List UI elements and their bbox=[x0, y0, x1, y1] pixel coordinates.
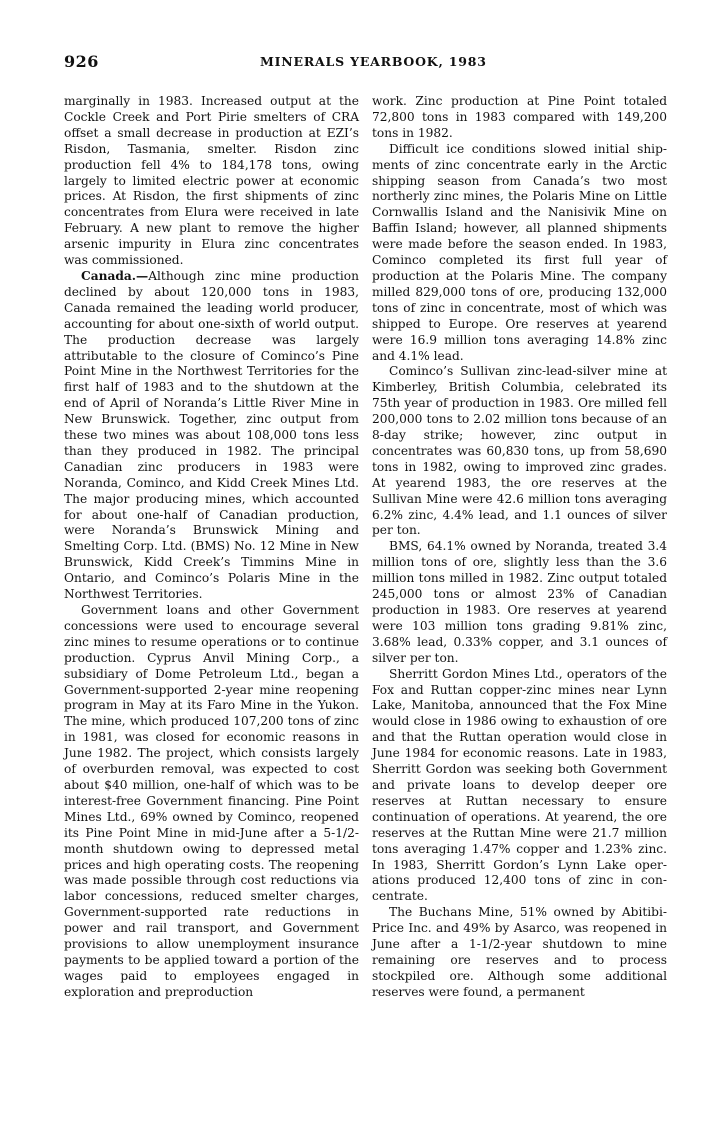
running-title: MINERALS YEARBOOK, 1983 bbox=[260, 54, 487, 69]
paragraph: marginally in 1983. Increased output at the Cockle Creek and Port Pirie smelters of CRA offset a small decrease in production at EZI’s Risdon, Tasmania, smelter. Risdon zinc production fell 4% to 184,178 tons, owing largely to limited electric power at economic prices. At Risdon, the first shipments of zinc concentrates from Elura were received in late February. A new plant to remove the higher arsenic impurity in Elura zinc concentrates was commissioned. bbox=[64, 94, 359, 268]
page-header bbox=[64, 52, 668, 76]
paragraph: Cominco’s Sullivan zinc-lead-silver mine at Kimberley, British Columbia, celebrated its 75th year of production in 1983. Ore milled fell 200,000 tons to 2.02 million tons because of an 8-day strike; however, zinc output in concentrates was 60,830 tons, up from 58,690 tons in 1982, owing to improved zinc grades. At yearend 1983, the ore reserves at the Sullivan Mine were 42.6 million tons averaging 6.2% zinc, 4.4% lead, and 1.1 ounces of silver per ton. bbox=[372, 364, 667, 538]
paragraph: Sherritt Gordon Mines Ltd., operators of the Fox and Ruttan copper-zinc mines near Lynn Lake, Manitoba, announced that the Fox Mine would close in 1986 owing to exhaustion of ore and that the Ruttan operation would close in June 1984 for economic reasons. Late in 1983, Sherritt Gordon was seeking both Government and private loans to develop deeper ore reserves at Ruttan necessary to ensure continuation of operations. At yearend, the ore reserves at the Ruttan Mine were 21.7 million tons averaging 1.47% copper and 1.23% zinc. In 1983, Sherritt Gordon’s Lynn Lake operations produced 12,400 tons of zinc in concentrate. bbox=[372, 666, 667, 904]
paragraph: BMS, 64.1% owned by Noranda, treated 3.4 million tons of ore, slightly less than the 3.6 million tons milled in 1982. Zinc output totaled 245,000 tons or almost 23% of Canadian production in 1983. Ore reserves at yearend were 103 million tons grading 9.81% zinc, 3.68% lead, 0.33% copper, and 3.1 ounces of silver per ton. bbox=[372, 539, 667, 665]
section-heading-canada: Canada.— bbox=[81, 268, 149, 283]
left-column bbox=[64, 94, 359, 1001]
paragraph: work. Zinc production at Pine Point totaled 72,800 tons in 1983 compared with 149,200 tons in 1982. bbox=[372, 94, 667, 140]
page-number: 926 bbox=[64, 52, 99, 71]
paragraph: The Buchans Mine, 51% owned by Abitibi-Price Inc. and 49% by Asarco, was reopened in June after a 1-1/2-year shutdown to mine remaining ore reserves and to process stockpiled ore. Although some additional reserves were found, a permanent bbox=[372, 905, 667, 999]
paragraph: Government loans and other Government concessions were used to encourage several zinc mines to resume operations or to continue production. Cyprus Anvil Mining Corp., a subsidiary of Dome Petroleum Ltd., began a Government-supported 2-year mine reopening program in May at its Faro Mine in the Yukon. The mine, which produced 107,200 tons of zinc in 1981, was closed for economic reasons in June 1982. The project, which consists largely of overburden removal, was expected to cost about $40 million, one-half of which was to be interest-free Government financing. Pine Point Mines Ltd., 69% owned by Cominco, reopened its Pine Point Mine in mid-June after a 5-1/2-month shutdown owing to depressed metal prices and high operating costs. The reopening was made possible through cost reductions via labor concessions, reduced smelter charges, Government-supported rate reductions in power and rail transport, and Government provisions to allow unemployment insurance payments to be applied toward a portion of the wages paid to employees engaged in exploration and preproduction bbox=[64, 603, 359, 999]
paragraph: Difficult ice conditions slowed initial shipments of zinc concentrate early in the Arctic shipping season from Canada’s two most northerly zinc mines, the Polaris Mine on Little Cornwallis Island and the Nanisivik Mine on Baffin Island; however, all planned shipments were made before the season ended. In 1983, Cominco completed its first full year of production at the Polaris Mine. The company milled 829,000 tons of ore, producing 132,000 tons of zinc in concentrate, most of which was shipped to Europe. Ore reserves at yearend were 16.9 million tons averaging 14.8% zinc and 4.1% lead. bbox=[372, 141, 667, 363]
paragraph-canada bbox=[64, 269, 359, 603]
paragraph-text: Although zinc mine production declined by about 120,000 tons in 1983, Canada remained the leading world producer, accounting for about one-sixth of world output. The production decrease was largely attributable to the closure of Cominco’s Pine Point Mine in the Northwest Territories for the first half of 1983 and to the shutdown at the end of April of Noranda’s Little River Mine in New Brunswick. Together, zinc output from these two mines was about 108,000 tons less than they produced in 1982. The principal Canadian zinc producers in 1983 were Noranda, Cominco, and Kidd Creek Mines Ltd. The major producing mines, which accounted for about one-half of Canadian production, were Noranda’s Brunswick Mining and Smelting Corp. Ltd. (BMS) No. 12 Mine in New Brunswick, Kidd Creek’s Timmins Mine in Ontario, and Cominco’s Polaris Mine in the Northwest Territories. bbox=[64, 268, 359, 602]
right-column bbox=[372, 94, 667, 1001]
